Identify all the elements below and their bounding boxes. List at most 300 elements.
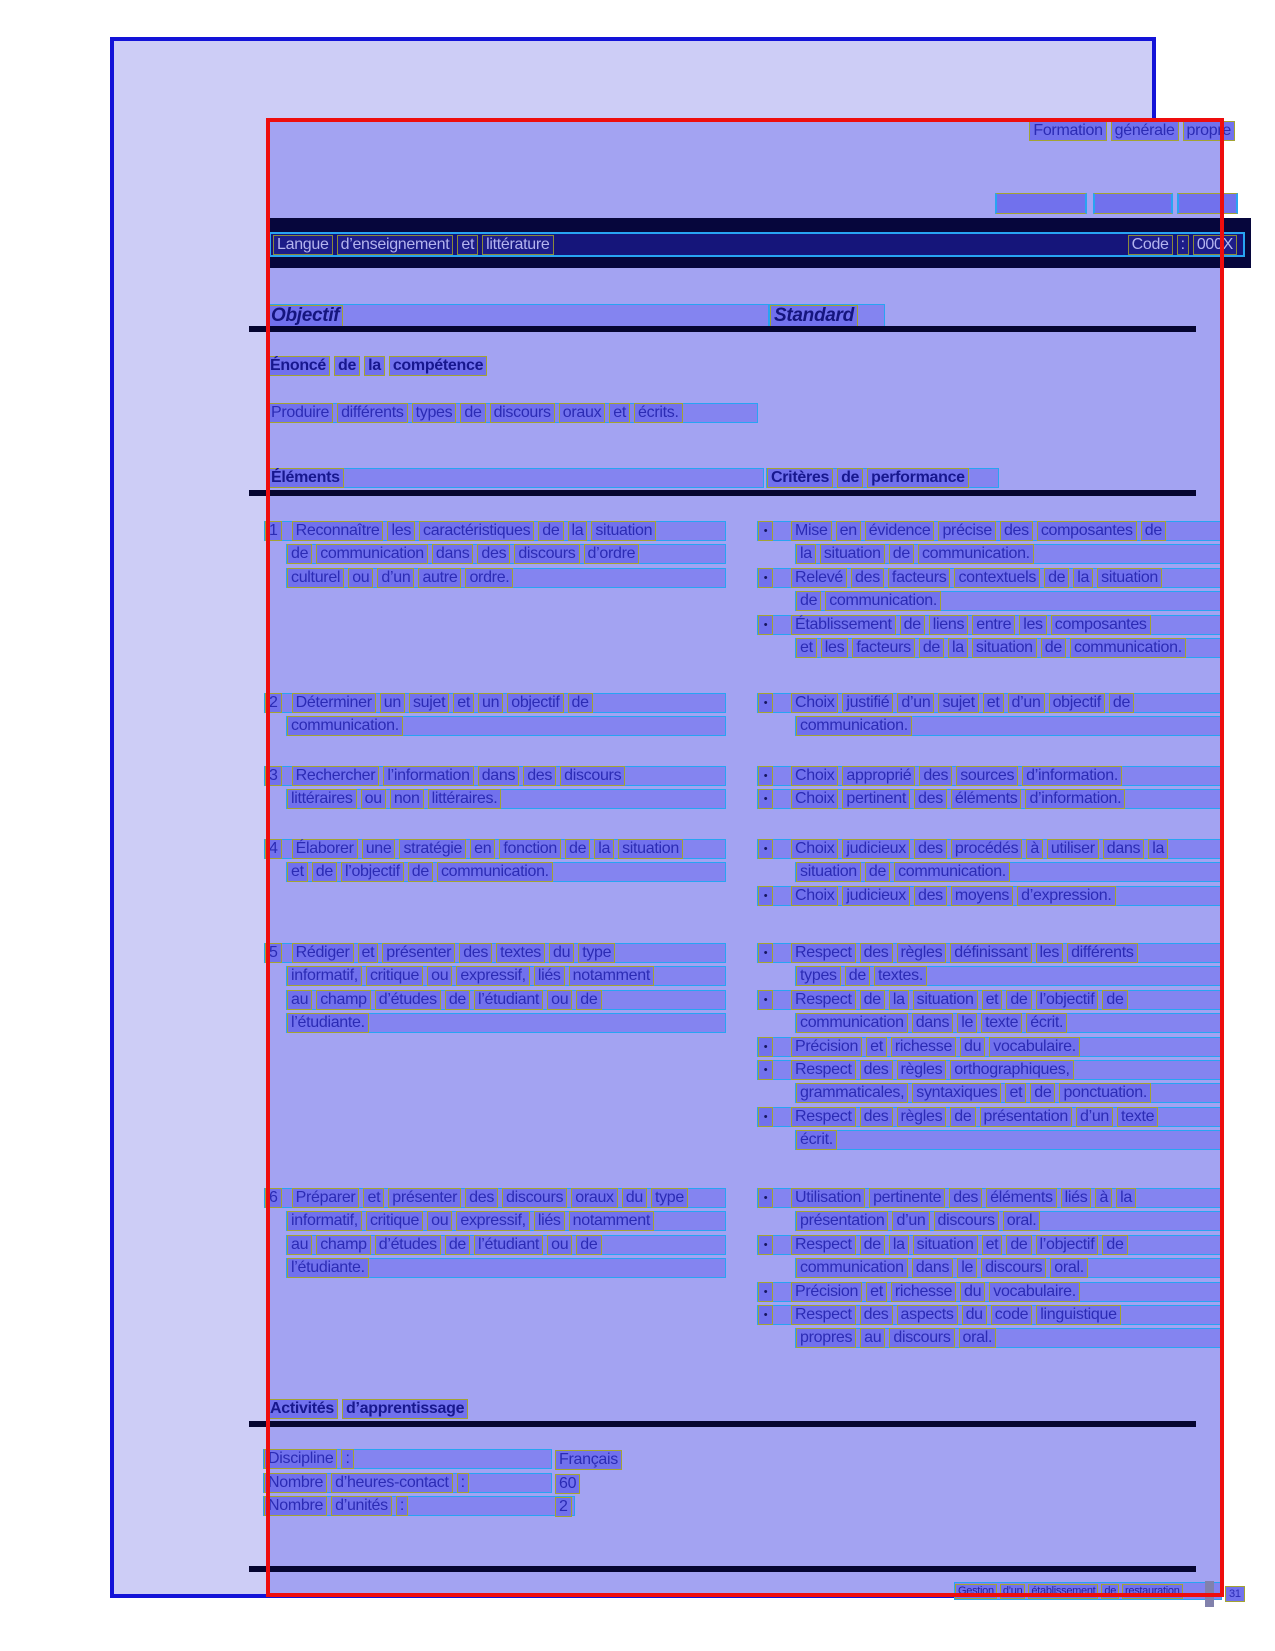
page-number [1225, 1584, 1249, 1602]
word-box: Mise [791, 521, 832, 541]
word-box: Rédiger [292, 943, 354, 963]
word-box: notamment [569, 966, 654, 986]
word-box: du [960, 1037, 985, 1057]
word-box: et [796, 638, 817, 658]
word-box: différents [1067, 943, 1138, 963]
bullet-icon: • [758, 766, 773, 786]
word-box: la [1073, 568, 1093, 588]
word-box: critique [366, 1211, 423, 1231]
word-box: Gestion [955, 1584, 997, 1599]
bullet-icon: • [758, 1037, 773, 1057]
element-number: 2 [265, 693, 282, 713]
caret-mark [1205, 1581, 1214, 1607]
element-line [264, 943, 726, 963]
word-box: Formation [1029, 121, 1106, 141]
word-box: de [1041, 638, 1066, 658]
word-box: sujet [938, 693, 978, 713]
word-box: de [1102, 990, 1127, 1010]
word-box: sujet [409, 693, 449, 713]
word-box: d’études [375, 1235, 441, 1255]
word-box: richesse [891, 1037, 956, 1057]
element-line [264, 766, 726, 786]
word-box: expressif, [456, 1211, 529, 1231]
word-box: à [1026, 839, 1043, 859]
word-box: le [957, 1013, 977, 1033]
word-box: textes. [874, 966, 927, 986]
criterion-line [795, 966, 1224, 986]
word-box: éléments [951, 789, 1022, 809]
word-box: discours [490, 403, 555, 423]
word-box: les [821, 638, 849, 658]
word-box: et [1005, 1083, 1026, 1103]
word-box: l’objectif [1036, 990, 1099, 1010]
word-box: définissant [950, 943, 1031, 963]
word-box: au [287, 1235, 312, 1255]
word-box: l’étudiante. [287, 1258, 369, 1278]
word-box: champ [316, 990, 371, 1010]
criterion-line [757, 521, 1224, 541]
bullet-icon: • [758, 1107, 773, 1127]
word-box: facteurs [888, 568, 951, 588]
word-box: littéraires [287, 789, 357, 809]
word-box: communication. [825, 591, 941, 611]
word-box: situation [913, 990, 978, 1010]
word-box: notamment [569, 1211, 654, 1231]
empty-word-box [1177, 193, 1238, 214]
word-box: les [1036, 943, 1064, 963]
horizontal-rule [249, 1421, 1196, 1427]
criterion-line [757, 990, 1224, 1010]
word-box: des [860, 943, 893, 963]
word-box: des [1000, 521, 1033, 541]
word-box: Code [1128, 235, 1173, 255]
word-box: Objectif [267, 305, 343, 327]
element-line [264, 693, 726, 713]
word-box: Éléments [267, 468, 344, 488]
word-box: discours [889, 1328, 954, 1348]
word-box: la [889, 990, 909, 1010]
document-page [110, 37, 1241, 1600]
element-number: 1 [265, 521, 282, 541]
bullet-icon: • [758, 615, 773, 635]
bullet-icon: • [758, 693, 773, 713]
element-number: 5 [265, 943, 282, 963]
word-box: règles [897, 1107, 947, 1127]
word-box: littéraires. [428, 789, 502, 809]
word-box: l’étudiant [474, 990, 543, 1010]
word-box: oral. [1003, 1211, 1041, 1231]
word-box: linguistique [1036, 1305, 1120, 1325]
criterion-line [795, 591, 1224, 611]
word-box: écrit. [1026, 1013, 1067, 1033]
word-box: oraux [571, 1188, 618, 1208]
word-box: Standard [770, 305, 858, 327]
word-box: situation [796, 862, 861, 882]
criterion-line [757, 1235, 1224, 1255]
word-box: d’ordre [584, 544, 640, 564]
word-box: présenter [382, 943, 455, 963]
word-box: objectif [507, 693, 563, 713]
word-box: 000X [1193, 235, 1237, 255]
word-box: et [363, 1188, 384, 1208]
word-box: : [457, 1473, 469, 1493]
criterion-line [757, 766, 1224, 786]
element-line [286, 862, 726, 882]
word-box: ou [547, 1235, 572, 1255]
element-line [286, 990, 726, 1010]
word-box: discours [514, 544, 579, 564]
word-box: en [470, 839, 495, 859]
word-box: la [948, 638, 968, 658]
word-box: texte [1117, 1107, 1158, 1127]
word-box: discours [934, 1211, 999, 1231]
word-box: Précision [791, 1282, 862, 1302]
info-label [264, 1496, 412, 1516]
word-box: textes [496, 943, 545, 963]
word-box: discours [502, 1188, 567, 1208]
word-box: d’heures-contact [331, 1473, 453, 1493]
criterion-line [757, 1282, 1224, 1302]
word-box: et [866, 1037, 887, 1057]
word-box: présenter [388, 1188, 461, 1208]
word-box: du [960, 1282, 985, 1302]
word-box: un [380, 693, 405, 713]
word-box: autre [418, 568, 461, 588]
word-box: critique [366, 966, 423, 986]
bullet-icon: • [758, 943, 773, 963]
word-box: et [453, 693, 474, 713]
word-box: l’objectif [341, 862, 404, 882]
word-box: de [1006, 990, 1031, 1010]
word-box: de [1006, 1235, 1031, 1255]
criterion-line [795, 1013, 1224, 1033]
word-box: des [914, 886, 947, 906]
word-box: composantes [1037, 521, 1137, 541]
word-box: Produire [267, 403, 333, 423]
word-box: d’unités [331, 1496, 392, 1516]
word-box: compétence [389, 356, 487, 376]
element-line [286, 1235, 726, 1255]
word-box: les [387, 521, 415, 541]
word-box: Utilisation [791, 1188, 865, 1208]
bullet-icon: • [758, 521, 773, 541]
word-box: la [568, 521, 588, 541]
word-box: : [1177, 235, 1189, 255]
word-box: entre [972, 615, 1015, 635]
word-box: Choix [791, 766, 838, 786]
criterion-line [757, 1107, 1224, 1127]
word-box: situation [972, 638, 1037, 658]
word-box: d’un [1008, 693, 1045, 713]
word-box: composantes [1051, 615, 1151, 635]
word-box: utiliser [1047, 839, 1099, 859]
word-box: dans [912, 1013, 954, 1033]
word-box: type [651, 1188, 688, 1208]
word-box: et [982, 1235, 1003, 1255]
word-box: de [860, 1235, 885, 1255]
word-box: ou [361, 789, 386, 809]
criterion-line [795, 1211, 1224, 1231]
word-box: liés [1061, 1188, 1092, 1208]
word-box: et [457, 235, 478, 255]
bullet-icon: • [758, 568, 773, 588]
word-box: situation [913, 1235, 978, 1255]
word-box: un [478, 693, 503, 713]
bullet-icon: • [758, 1235, 773, 1255]
info-row-unites [263, 1496, 575, 1516]
word-box: communication [796, 1258, 908, 1278]
word-box: ou [547, 990, 572, 1010]
word-box: Langue [273, 235, 333, 255]
word-box: Déterminer [292, 693, 376, 713]
word-box: : [341, 1449, 353, 1469]
bullet-icon: • [758, 886, 773, 906]
criterion-line [795, 1083, 1224, 1103]
word-box: de [460, 403, 485, 423]
word-box: des [914, 839, 947, 859]
word-box: Respect [791, 990, 856, 1010]
word-box: du [549, 943, 574, 963]
word-box: de [796, 591, 821, 611]
bullet-icon: • [758, 990, 773, 1010]
word-box: au [860, 1328, 885, 1348]
criterion-line [757, 1188, 1224, 1208]
bullet-icon: • [758, 1188, 773, 1208]
word-box: Activités [266, 1399, 338, 1419]
word-box: culturel [287, 568, 344, 588]
word-box: présentation [796, 1211, 888, 1231]
word-box: caractéristiques [419, 521, 534, 541]
word-box: de [1044, 568, 1069, 588]
word-box: d’apprentissage [342, 1399, 468, 1419]
element-line [286, 1258, 726, 1278]
word-box: des [860, 1107, 893, 1127]
word-box: la [594, 839, 614, 859]
word-box: vocabulaire. [989, 1037, 1080, 1057]
word-box: oral. [959, 1328, 997, 1348]
word-box: situation [820, 544, 885, 564]
word-box: des [459, 943, 492, 963]
word-box: de [445, 990, 470, 1010]
word-box: Choix [791, 789, 838, 809]
word-box: de [889, 544, 914, 564]
word-box: justifié [842, 693, 893, 713]
word-box: d’un [377, 568, 414, 588]
word-box: présentation [980, 1107, 1072, 1127]
word-box: de [1109, 693, 1134, 713]
word-box: des [465, 1188, 498, 1208]
word-box: de [865, 862, 890, 882]
word-box: oraux [559, 403, 606, 423]
bullet-icon: • [758, 1060, 773, 1080]
element-line [286, 966, 726, 986]
word-box: syntaxiques [912, 1083, 1001, 1103]
word-box: évidence [865, 521, 935, 541]
word-box: la [364, 356, 385, 376]
word-box: pertinente [869, 1188, 945, 1208]
word-box: littérature [482, 235, 553, 255]
word-box: liés [534, 1211, 565, 1231]
criterion-line [757, 886, 1224, 906]
word-box: de [1030, 1083, 1055, 1103]
word-box: types [796, 966, 841, 986]
element-line [264, 521, 726, 541]
word-box: approprié [842, 766, 915, 786]
criterion-line [795, 716, 1224, 736]
word-box: type [578, 943, 615, 963]
word-box: ordre. [465, 568, 513, 588]
word-box: grammaticales, [796, 1083, 908, 1103]
word-box: de [445, 1235, 470, 1255]
word-box: Élaborer [292, 839, 358, 859]
word-box: informatif, [287, 1211, 362, 1231]
word-box: règles [897, 943, 947, 963]
word-box: Énoncé [266, 356, 330, 376]
criterion-line [795, 1328, 1224, 1348]
criterion-line [757, 568, 1224, 588]
word-box: des [919, 766, 952, 786]
word-box: propres [796, 1328, 856, 1348]
word-box: Respect [791, 943, 856, 963]
word-box: d’un [1076, 1107, 1113, 1127]
word-box: de [919, 638, 944, 658]
info-row-discipline [263, 1449, 552, 1469]
word-box: aspects [897, 1305, 958, 1325]
word-box: générale [1111, 121, 1179, 141]
word-box: et [609, 403, 630, 423]
word-box: de [568, 693, 593, 713]
word-box: communication. [437, 862, 553, 882]
word-box: fonction [499, 839, 561, 859]
word-box: stratégie [399, 839, 466, 859]
criterion-line [757, 789, 1224, 809]
word-box: la [796, 544, 816, 564]
bullet-icon: • [758, 1305, 773, 1325]
criterion-line [795, 544, 1224, 564]
word-box: liens [929, 615, 968, 635]
word-box: informatif, [287, 966, 362, 986]
word-box: à [1095, 1188, 1112, 1208]
word-box: en [836, 521, 861, 541]
element-number: 6 [265, 1188, 282, 1208]
word-box: une [362, 839, 396, 859]
word-box: la [1148, 839, 1168, 859]
criterion-line [757, 839, 1224, 859]
word-box: communication. [287, 716, 403, 736]
word-box: dans [432, 544, 474, 564]
word-box: de [1101, 1584, 1119, 1599]
word-box: écrit. [796, 1130, 837, 1150]
criterion-line [757, 943, 1224, 963]
info-value-unites [555, 1497, 572, 1517]
word-box: ponctuation. [1059, 1083, 1151, 1103]
word-box: de [900, 615, 925, 635]
word-box: de [860, 990, 885, 1010]
word-box: des [851, 568, 884, 588]
word-box: de [1102, 1235, 1127, 1255]
word-box: l’objectif [1036, 1235, 1099, 1255]
criterion-line [757, 693, 1224, 713]
word-box: et [983, 693, 1004, 713]
word-box: Choix [791, 839, 838, 859]
word-box: de [565, 839, 590, 859]
word-box: d’information. [1025, 789, 1125, 809]
word-box: de [576, 990, 601, 1010]
word-box: ou [348, 568, 373, 588]
word-box: 2 [555, 1497, 572, 1517]
info-label [264, 1473, 473, 1493]
word-box: communication. [796, 716, 912, 736]
element-line [286, 1211, 726, 1231]
word-box: moyens [951, 886, 1013, 906]
element-line [264, 839, 726, 859]
activites-heading [266, 1399, 472, 1419]
word-box: communication. [918, 544, 1034, 564]
word-box: des [949, 1188, 982, 1208]
bullet-icon: • [758, 789, 773, 809]
word-box: de [845, 966, 870, 986]
word-box: non [390, 789, 424, 809]
word-box: établissement [1028, 1584, 1098, 1599]
word-box: d’expression. [1017, 886, 1115, 906]
criterion-line [795, 638, 1224, 658]
word-box: dans [912, 1258, 954, 1278]
word-box: de [408, 862, 433, 882]
word-box: d’un [897, 693, 934, 713]
word-box: Choix [791, 886, 838, 906]
word-box: Respect [791, 1107, 856, 1127]
word-box: procédés [951, 839, 1022, 859]
criterion-line [795, 1258, 1224, 1278]
word-box: orthographiques, [950, 1060, 1073, 1080]
word-box: Nombre [264, 1473, 327, 1493]
word-box: des [477, 544, 510, 564]
word-box: Choix [791, 693, 838, 713]
word-box: des [523, 766, 556, 786]
word-box: texte [981, 1013, 1022, 1033]
word-box: expressif, [456, 966, 529, 986]
criterion-line [757, 1060, 1224, 1080]
word-box: des [860, 1060, 893, 1080]
word-box: de [837, 468, 863, 488]
word-box: Nombre [264, 1496, 327, 1516]
criterion-line [795, 862, 1224, 882]
word-box: et [982, 990, 1003, 1010]
info-value-discipline [555, 1450, 622, 1470]
word-box: Reconnaître [292, 521, 384, 541]
word-box: l’étudiant [474, 1235, 543, 1255]
word-box: au [287, 990, 312, 1010]
horizontal-rule [249, 1566, 1196, 1572]
word-box: judicieux [842, 886, 910, 906]
word-box: situation [591, 521, 656, 541]
criterion-line [757, 1305, 1224, 1325]
word-box: des [860, 1305, 893, 1325]
word-box: l’étudiante. [287, 1013, 369, 1033]
word-box: écrits. [634, 403, 683, 423]
word-box: Discipline [264, 1449, 337, 1469]
word-box: oral. [1050, 1258, 1088, 1278]
word-box: communication [316, 544, 428, 564]
word-box: : [396, 1496, 408, 1516]
word-box: vocabulaire. [989, 1282, 1080, 1302]
criterion-line [757, 615, 1224, 635]
word-box: de [576, 1235, 601, 1255]
word-box: du [622, 1188, 647, 1208]
word-box: propre [1183, 121, 1235, 141]
word-box: de [1141, 521, 1166, 541]
word-box: Respect [791, 1060, 856, 1080]
